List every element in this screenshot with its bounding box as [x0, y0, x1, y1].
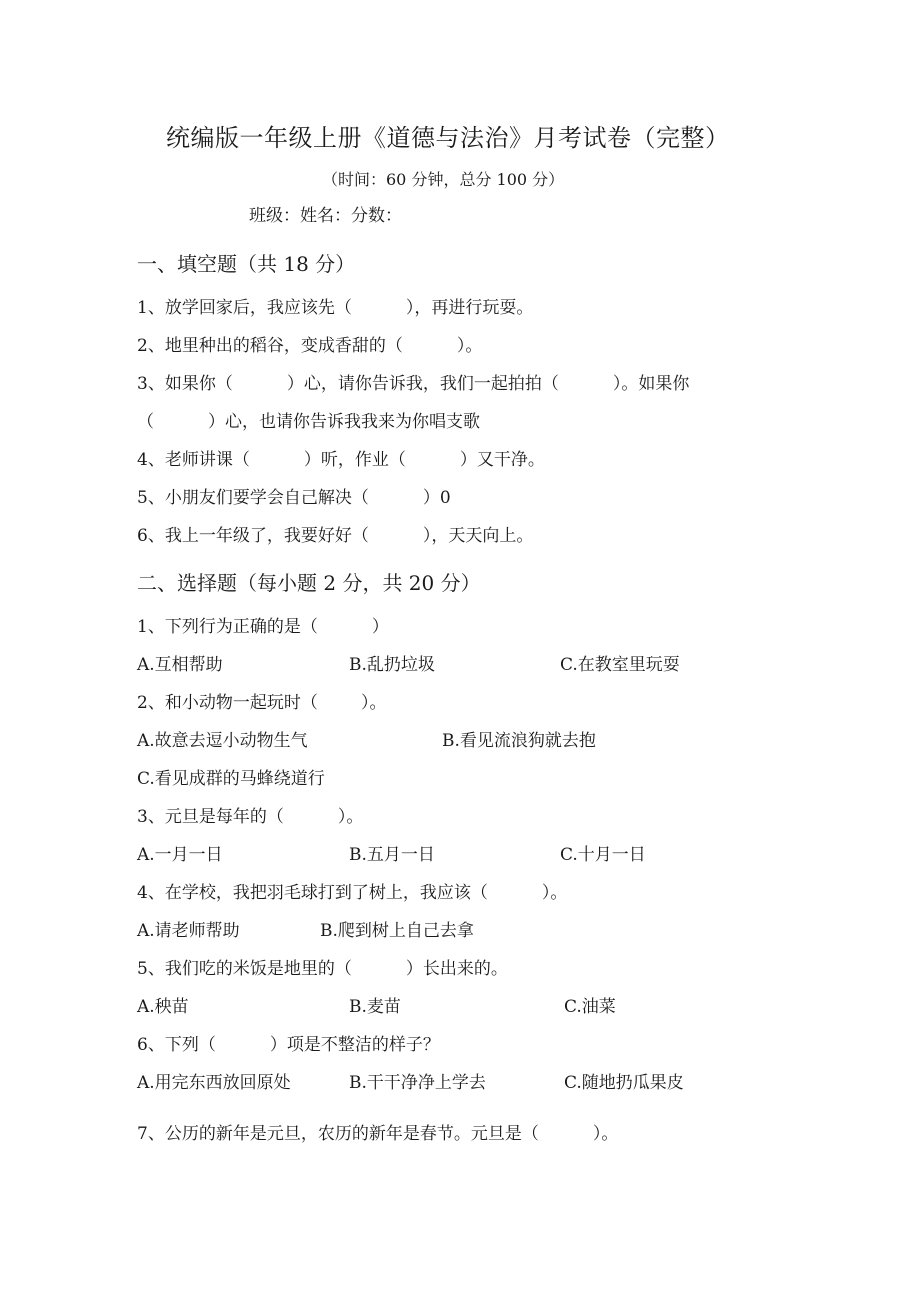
option-2-c: C.看见成群的马蜂绕道行 [137, 769, 325, 789]
question-choice-1: 1、下列行为正确的是（ ） [137, 617, 389, 637]
option-5-a: A.秧苗 [137, 997, 189, 1017]
question-fill-2: 2、地里种出的稻谷，变成香甜的（ ）。 [137, 336, 483, 356]
question-choice-7: 7、公历的新年是元旦，农历的新年是春节。元旦是（ ）。 [137, 1124, 619, 1144]
option-3-a: A.一月一日 [137, 845, 223, 865]
option-3-c: C.十月一日 [560, 845, 646, 865]
option-4-a: A.请老师帮助 [137, 921, 240, 941]
page-title: 统编版一年级上册《道德与法治》月考试卷（完整） [166, 124, 730, 152]
section-heading-choice: 二、选择题（每小题 2 分，共 20 分） [137, 571, 481, 595]
option-1-c: C.在教室里玩耍 [560, 655, 680, 675]
question-fill-6: 6、我上一年级了，我要好好（ ），天天向上。 [137, 526, 534, 546]
question-choice-3: 3、元旦是每年的（ ）。 [137, 807, 364, 827]
question-fill-1: 1、放学回家后，我应该先（ ），再进行玩耍。 [137, 298, 534, 318]
student-info-line: 班级：姓名：分数： [249, 206, 402, 226]
option-1-a: A.互相帮助 [137, 655, 223, 675]
option-6-b: B.干干净净上学去 [349, 1073, 486, 1093]
question-choice-2: 2、和小动物一起玩时（ ）。 [137, 693, 387, 713]
question-fill-4: 4、老师讲课（ ）听，作业（ ）又干净。 [137, 450, 545, 470]
option-6-a: A.用完东西放回原处 [137, 1073, 291, 1093]
question-fill-5: 5、小朋友们要学会自己解决（ ）0 [137, 488, 451, 508]
question-choice-6: 6、下列（ ）项是不整洁的样子？ [137, 1035, 440, 1055]
option-1-b: B.乱扔垃圾 [349, 655, 435, 675]
question-fill-3-line1: 3、如果你（ ）心，请你告诉我，我们一起拍拍（ ）。如果你 [137, 374, 690, 394]
option-2-a: A.故意去逗小动物生气 [137, 731, 308, 751]
option-5-b: B.麦苗 [349, 997, 401, 1017]
question-choice-5: 5、我们吃的米饭是地里的（ ）长出来的。 [137, 959, 508, 979]
option-3-b: B.五月一日 [349, 845, 435, 865]
option-6-c: C.随地扔瓜果皮 [564, 1073, 684, 1093]
question-fill-3-line2: （ ）心，也请你告诉我我来为你唱支歌 [137, 412, 481, 432]
option-5-c: C.油菜 [564, 997, 616, 1017]
question-choice-4: 4、在学校，我把羽毛球打到了树上，我应该（ ）。 [137, 883, 568, 903]
exam-time-info: （时间：60 分钟，总分 100 分） [322, 170, 565, 189]
option-4-b: B.爬到树上自己去拿 [320, 921, 474, 941]
option-2-b: B.看见流浪狗就去抱 [442, 731, 596, 751]
section-heading-fill-in: 一、填空题（共 18 分） [137, 252, 356, 276]
